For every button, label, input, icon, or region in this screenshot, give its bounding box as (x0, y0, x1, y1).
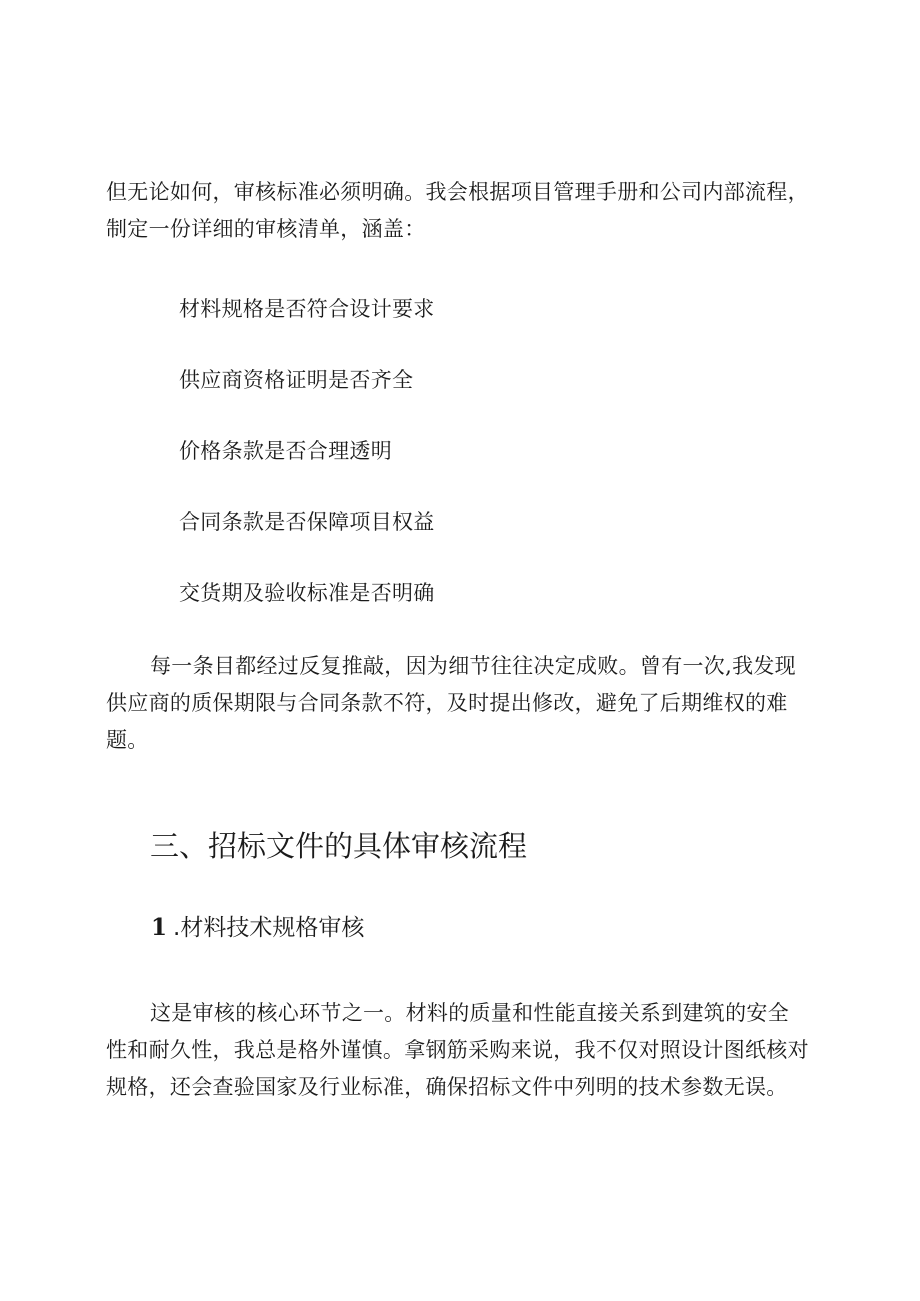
checklist-item-contract-terms: 合同条款是否保障项目权益 (179, 510, 435, 534)
subsection-heading-1 (151, 912, 364, 944)
checklist-item-delivery-acceptance: 交货期及验收标准是否明确 (179, 581, 435, 605)
paragraph2-line-1: 每一条目都经过反复推敲，因为细节往往决定成败。曾有一次,我发现 (150, 654, 796, 678)
paragraph-material-review (106, 995, 821, 1106)
paragraph2-line-3: 题。 (106, 728, 149, 752)
intro-line-1: 但无论如何，审核标准必须明确。我会根据项目管理手册和公司内部流程， (106, 180, 809, 204)
checklist-item-supplier-qualification: 供应商资格证明是否齐全 (179, 368, 414, 392)
intro-line-2: 制定一份详细的审核清单，涵盖： (106, 217, 426, 241)
subsection-number: 1 (151, 914, 168, 941)
paragraph3-line-2: 性和耐久性，我总是格外谨慎。拿钢筋采购来说，我不仅对照设计图纸核对 (106, 1038, 809, 1062)
paragraph3-line-3: 规格，还会查验国家及行业标准，确保招标文件中列明的技术参数无误。 (106, 1075, 788, 1099)
intro-paragraph (106, 174, 821, 248)
paragraph3-line-1: 这是审核的核心环节之一。材料的质量和性能直接关系到建筑的安全 (150, 1001, 789, 1025)
paragraph2-line-2: 供应商的质保期限与合同条款不符，及时提出修改，避免了后期维权的难 (106, 691, 788, 715)
checklist-item-price-terms: 价格条款是否合理透明 (179, 439, 392, 463)
section-heading-3: 三、招标文件的具体审核流程 (150, 829, 528, 863)
paragraph-review-detail (106, 648, 821, 759)
subsection-title: .材料技术规格审核 (173, 915, 365, 941)
checklist-item-material-spec: 材料规格是否符合设计要求 (179, 297, 435, 321)
